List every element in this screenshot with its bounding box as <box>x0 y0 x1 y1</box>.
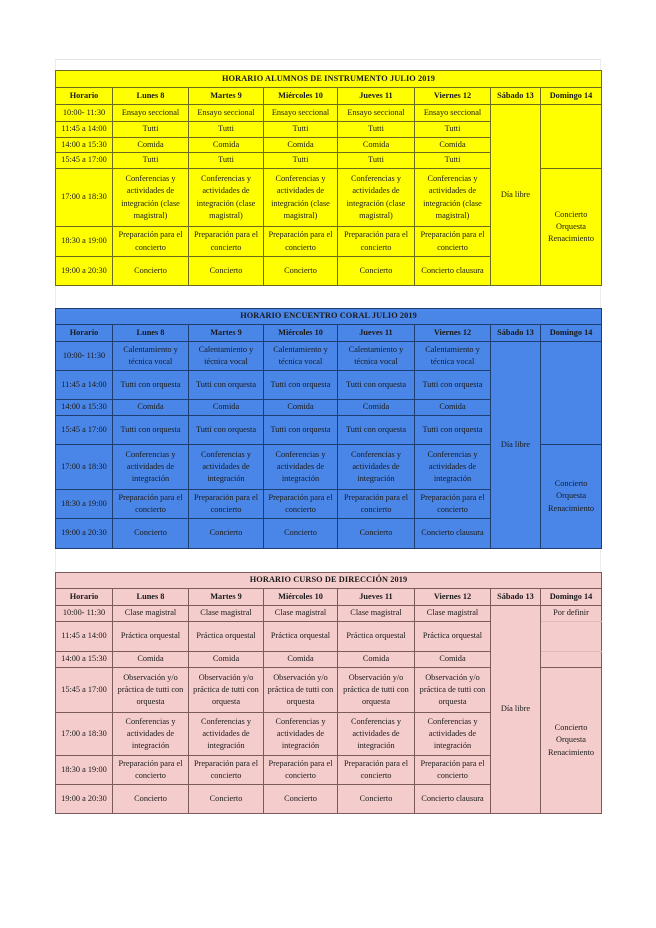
sabado-cell: Día libre <box>491 105 541 286</box>
activity-cell: Observación y/o práctica de tutti con orquesta <box>113 668 189 713</box>
activity-cell: Tutti <box>415 122 491 138</box>
activity-cell: Concierto <box>189 785 264 814</box>
activity-cell: Comida <box>338 652 415 668</box>
header-lunes: Lunes 8 <box>113 325 189 342</box>
activity-cell: Preparación para el concierto <box>415 490 491 519</box>
activity-cell: Comida <box>189 400 264 416</box>
header-sabado: Sábado 13 <box>491 589 541 606</box>
domingo-empty-cell <box>541 105 602 169</box>
activity-cell: Tutti con orquesta <box>415 371 491 400</box>
schedule-table-direccion <box>55 572 602 814</box>
header-horario: Horario <box>56 88 113 105</box>
activity-cell: Comida <box>189 138 264 153</box>
activity-cell: Clase magistral <box>415 606 491 622</box>
activity-cell: Calentamiento y técnica vocal <box>264 342 338 371</box>
sabado-cell: Día libre <box>491 606 541 814</box>
activity-cell: Tutti con orquesta <box>189 416 264 445</box>
activity-cell: Concierto <box>113 257 189 286</box>
activity-cell: Concierto <box>113 519 189 549</box>
activity-cell: Concierto <box>189 519 264 549</box>
activity-cell: Preparación para el concierto <box>338 756 415 785</box>
activity-cell: Comida <box>264 652 338 668</box>
header-sabado: Sábado 13 <box>491 325 541 342</box>
header-miercoles: Miércoles 10 <box>264 88 338 105</box>
domingo-cell: Concierto Orquesta Renacimiento <box>541 668 602 814</box>
activity-cell: Concierto <box>264 257 338 286</box>
activity-cell: Comida <box>113 138 189 153</box>
activity-cell: Calentamiento y técnica vocal <box>113 342 189 371</box>
activity-cell: Concierto <box>264 519 338 549</box>
activity-cell: Preparación para el concierto <box>189 756 264 785</box>
activity-cell: Clase magistral <box>338 606 415 622</box>
time-cell: 17:00 a 18:30 <box>56 713 113 756</box>
header-sabado: Sábado 13 <box>491 88 541 105</box>
domingo-first-cell: Por definir <box>541 606 602 622</box>
time-cell: 15:45 a 17:00 <box>56 153 113 169</box>
activity-cell: Tutti con orquesta <box>113 416 189 445</box>
activity-cell: Clase magistral <box>264 606 338 622</box>
activity-cell: Tutti con orquesta <box>338 371 415 400</box>
header-viernes: Viernes 12 <box>415 325 491 342</box>
sheet-top-margin <box>55 59 601 70</box>
header-row <box>56 88 602 105</box>
time-cell: 19:00 a 20:30 <box>56 519 113 549</box>
activity-cell: Tutti <box>415 153 491 169</box>
activity-cell: Preparación para el concierto <box>264 490 338 519</box>
activity-cell: Conferencias y actividades de integración <box>189 713 264 756</box>
activity-cell: Comida <box>264 400 338 416</box>
activity-cell: Tutti <box>189 153 264 169</box>
activity-cell: Ensayo seccional <box>415 105 491 122</box>
activity-cell: Comida <box>415 652 491 668</box>
activity-cell: Ensayo seccional <box>338 105 415 122</box>
activity-cell: Conferencias y actividades de integración (clase magistral) <box>338 169 415 227</box>
activity-cell: Calentamiento y técnica vocal <box>189 342 264 371</box>
header-jueves: Jueves 11 <box>338 88 415 105</box>
activity-cell: Conferencias y actividades de integración (clase magistral) <box>189 169 264 227</box>
activity-cell: Preparación para el concierto <box>338 490 415 519</box>
activity-cell: Práctica orquestal <box>415 622 491 652</box>
activity-cell: Práctica orquestal <box>113 622 189 652</box>
activity-cell: Tutti <box>338 122 415 138</box>
activity-cell: Concierto <box>264 785 338 814</box>
spacer <box>55 286 601 308</box>
activity-cell: Observación y/o práctica de tutti con orquesta <box>189 668 264 713</box>
header-martes: Martes 9 <box>189 88 264 105</box>
activity-cell: Conferencias y actividades de integración <box>415 713 491 756</box>
activity-cell: Conferencias y actividades de integración <box>415 445 491 490</box>
table-title: HORARIO ENCUENTRO CORAL JULIO 2019 <box>56 309 602 325</box>
activity-cell: Tutti con orquesta <box>264 416 338 445</box>
domingo-cell: Concierto Orquesta Renacimiento <box>541 445 602 549</box>
table-row <box>56 342 602 371</box>
activity-cell: Comida <box>338 400 415 416</box>
header-row <box>56 589 602 606</box>
header-lunes: Lunes 8 <box>113 589 189 606</box>
activity-cell: Observación y/o práctica de tutti con orquesta <box>264 668 338 713</box>
activity-cell: Concierto clausura <box>415 519 491 549</box>
header-row <box>56 325 602 342</box>
time-cell: 11:45 a 14:00 <box>56 122 113 138</box>
domingo-empty-cell <box>541 622 602 652</box>
time-cell: 19:00 a 20:30 <box>56 257 113 286</box>
time-cell: 14:00 a 15:30 <box>56 400 113 416</box>
activity-cell: Ensayo seccional <box>189 105 264 122</box>
activity-cell: Tutti con orquesta <box>113 371 189 400</box>
header-jueves: Jueves 11 <box>338 325 415 342</box>
activity-cell: Preparación para el concierto <box>338 227 415 257</box>
activity-cell: Tutti <box>113 122 189 138</box>
activity-cell: Preparación para el concierto <box>264 756 338 785</box>
activity-cell: Conferencias y actividades de integración <box>338 713 415 756</box>
header-miercoles: Miércoles 10 <box>264 589 338 606</box>
activity-cell: Preparación para el concierto <box>189 227 264 257</box>
activity-cell: Comida <box>113 400 189 416</box>
activity-cell: Clase magistral <box>189 606 264 622</box>
activity-cell: Conferencias y actividades de integración <box>113 713 189 756</box>
activity-cell: Comida <box>113 652 189 668</box>
activity-cell: Preparación para el concierto <box>415 756 491 785</box>
activity-cell: Práctica orquestal <box>264 622 338 652</box>
activity-cell: Concierto <box>189 257 264 286</box>
activity-cell: Tutti con orquesta <box>338 416 415 445</box>
activity-cell: Concierto <box>113 785 189 814</box>
time-cell: 10:00- 11:30 <box>56 342 113 371</box>
activity-cell: Conferencias y actividades de integración (clase magistral) <box>415 169 491 227</box>
schedule-table-instrumento <box>55 70 602 286</box>
header-lunes: Lunes 8 <box>113 88 189 105</box>
activity-cell: Tutti con orquesta <box>189 371 264 400</box>
time-cell: 15:45 a 17:00 <box>56 416 113 445</box>
time-cell: 14:00 a 15:30 <box>56 138 113 153</box>
activity-cell: Observación y/o práctica de tutti con orquesta <box>415 668 491 713</box>
time-cell: 18:30 a 19:00 <box>56 756 113 785</box>
activity-cell: Ensayo seccional <box>264 105 338 122</box>
activity-cell: Conferencias y actividades de integración <box>113 445 189 490</box>
header-martes: Martes 9 <box>189 325 264 342</box>
activity-cell: Conferencias y actividades de integración (clase magistral) <box>113 169 189 227</box>
activity-cell: Práctica orquestal <box>189 622 264 652</box>
activity-cell: Preparación para el concierto <box>264 227 338 257</box>
time-cell: 18:30 a 19:00 <box>56 227 113 257</box>
activity-cell: Comida <box>264 138 338 153</box>
activity-cell: Preparación para el concierto <box>113 227 189 257</box>
table-title: HORARIO CURSO DE DIRECCIÓN 2019 <box>56 573 602 589</box>
activity-cell: Práctica orquestal <box>338 622 415 652</box>
activity-cell: Ensayo seccional <box>113 105 189 122</box>
header-domingo: Domingo 14 <box>541 88 602 105</box>
header-horario: Horario <box>56 589 113 606</box>
activity-cell: Concierto clausura <box>415 257 491 286</box>
header-jueves: Jueves 11 <box>338 589 415 606</box>
time-cell: 10:00- 11:30 <box>56 606 113 622</box>
time-cell: 18:30 a 19:00 <box>56 490 113 519</box>
header-viernes: Viernes 12 <box>415 589 491 606</box>
time-cell: 17:00 a 18:30 <box>56 445 113 490</box>
activity-cell: Preparación para el concierto <box>113 490 189 519</box>
header-horario: Horario <box>56 325 113 342</box>
activity-cell: Comida <box>189 652 264 668</box>
time-cell: 19:00 a 20:30 <box>56 785 113 814</box>
header-martes: Martes 9 <box>189 589 264 606</box>
activity-cell: Concierto <box>338 257 415 286</box>
header-miercoles: Miércoles 10 <box>264 325 338 342</box>
time-cell: 14:00 a 15:30 <box>56 652 113 668</box>
activity-cell: Preparación para el concierto <box>189 490 264 519</box>
activity-cell: Tutti <box>189 122 264 138</box>
activity-cell: Clase magistral <box>113 606 189 622</box>
header-viernes: Viernes 12 <box>415 88 491 105</box>
activity-cell: Concierto clausura <box>415 785 491 814</box>
header-domingo: Domingo 14 <box>541 589 602 606</box>
activity-cell: Conferencias y actividades de integración <box>264 445 338 490</box>
domingo-empty-cell <box>541 652 602 668</box>
activity-cell: Concierto <box>338 785 415 814</box>
activity-cell: Conferencias y actividades de integración <box>338 445 415 490</box>
table-row <box>56 105 602 122</box>
activity-cell: Comida <box>415 138 491 153</box>
table-title: HORARIO ALUMNOS DE INSTRUMENTO JULIO 2019 <box>56 71 602 88</box>
activity-cell: Tutti <box>264 153 338 169</box>
activity-cell: Preparación para el concierto <box>113 756 189 785</box>
activity-cell: Observación y/o práctica de tutti con orquesta <box>338 668 415 713</box>
activity-cell: Comida <box>415 400 491 416</box>
sabado-cell: Día libre <box>491 342 541 549</box>
time-cell: 15:45 a 17:00 <box>56 668 113 713</box>
domingo-cell: Concierto Orquesta Renacimiento <box>541 169 602 286</box>
activity-cell: Concierto <box>338 519 415 549</box>
activity-cell: Comida <box>338 138 415 153</box>
header-domingo: Domingo 14 <box>541 325 602 342</box>
time-cell: 17:00 a 18:30 <box>56 169 113 227</box>
activity-cell: Tutti <box>113 153 189 169</box>
domingo-empty-cell <box>541 342 602 445</box>
activity-cell: Tutti <box>338 153 415 169</box>
activity-cell: Calentamiento y técnica vocal <box>338 342 415 371</box>
activity-cell: Conferencias y actividades de integración (clase magistral) <box>264 169 338 227</box>
table-row <box>56 606 602 622</box>
activity-cell: Tutti con orquesta <box>264 371 338 400</box>
activity-cell: Calentamiento y técnica vocal <box>415 342 491 371</box>
time-cell: 11:45 a 14:00 <box>56 371 113 400</box>
time-cell: 10:00- 11:30 <box>56 105 113 122</box>
activity-cell: Conferencias y actividades de integración <box>264 713 338 756</box>
activity-cell: Tutti <box>264 122 338 138</box>
schedule-table-coral <box>55 308 602 549</box>
activity-cell: Preparación para el concierto <box>415 227 491 257</box>
spacer <box>55 549 601 572</box>
activity-cell: Conferencias y actividades de integración <box>189 445 264 490</box>
activity-cell: Tutti con orquesta <box>415 416 491 445</box>
time-cell: 11:45 a 14:00 <box>56 622 113 652</box>
